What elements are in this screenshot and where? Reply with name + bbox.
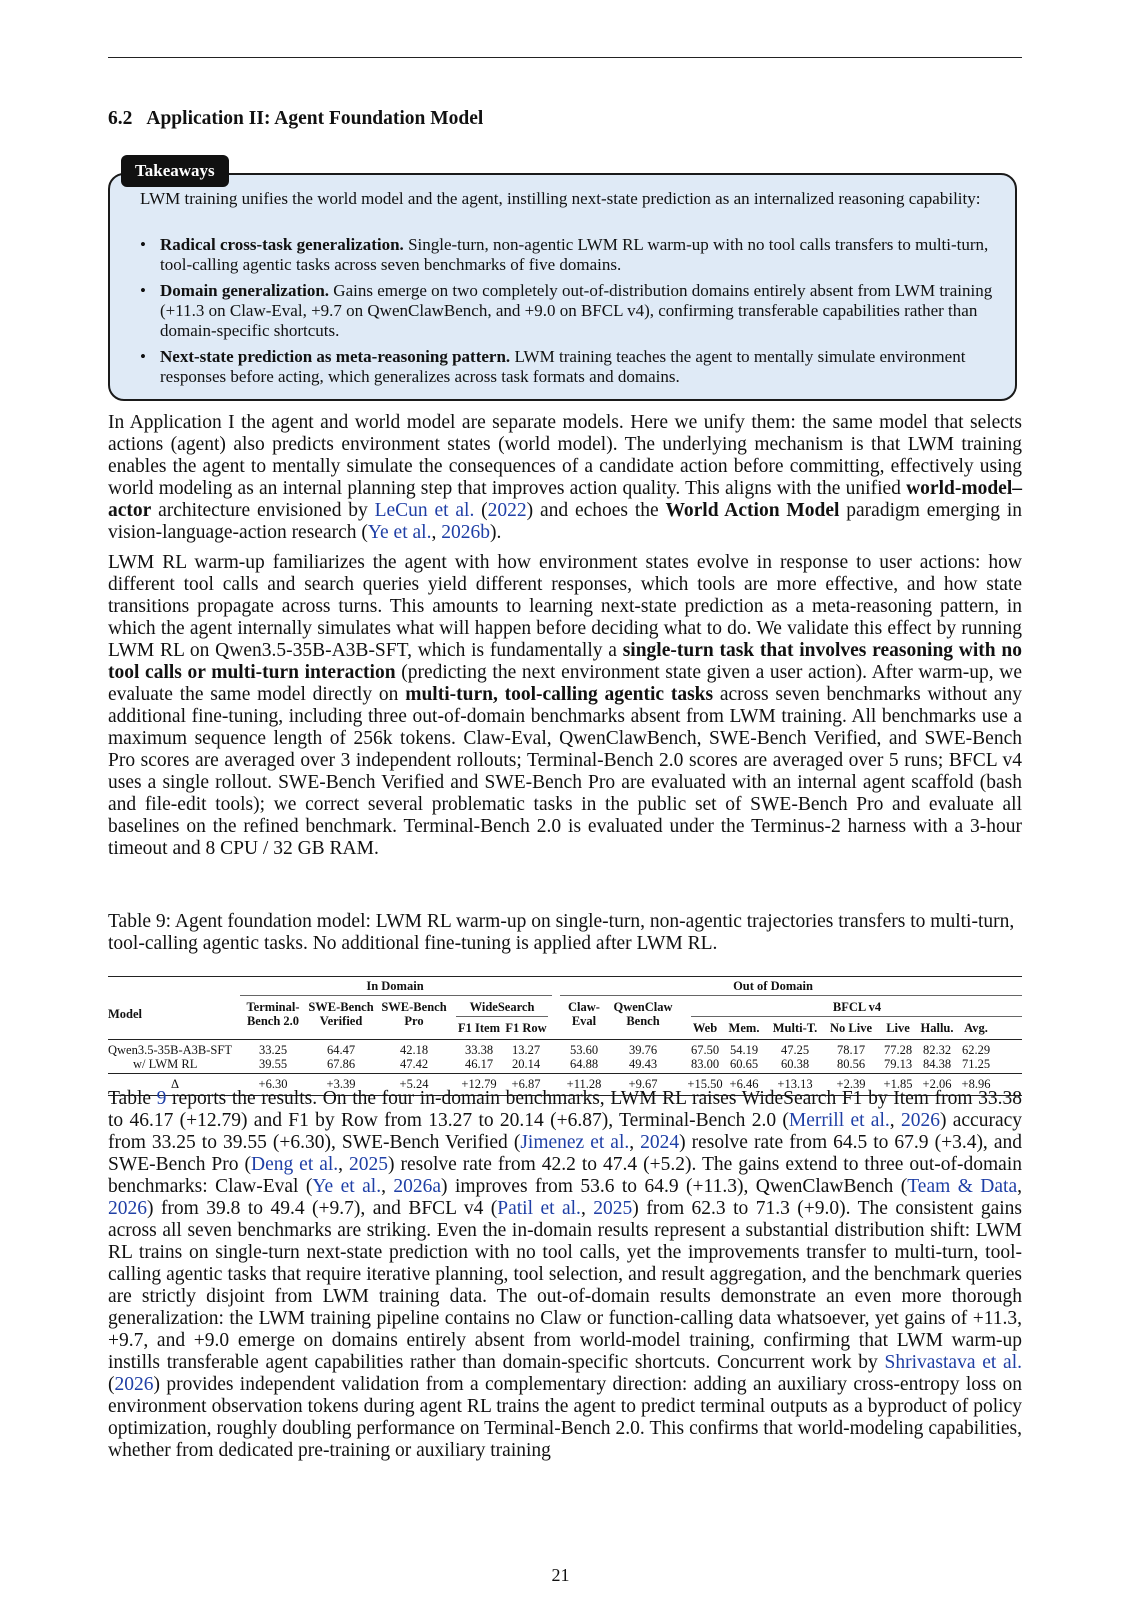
paragraph-2: LWM RL warm-up familiarizes the agent with how environment states evolve in response to user actions: how different tool calls and search queries yield different responses, which tools are more effective, and how state transitions propagate across turns. This amounts to learning next-state prediction as a meta-reasoning pattern, in which the agent internally simulates what will happen before deciding what to do. We validate this effect by running LWM RL on Qwen3.5-35B-A3B-SFT, which is fundamentally a single-turn task that involves reasoning with no tool calls or multi-turn interaction (predicting the next environment state given a user action). After warm-up, we evaluate the same model directly on multi-turn, tool-calling agentic tasks across seven benchmarks without any additional fine-tuning, including three out-of-domain benchmarks absent from LWM training. All benchmarks use a maximum sequence length of 256k tokens. Claw-Eval, QwenClawBench, SWE-Bench Verified, and SWE-Bench Pro scores are averaged over 3 independent rollouts; Terminal-Bench 2.0 scores are averaged over 5 runs; BFCL v4 uses a single rollout. SWE-Bench Verified and SWE-Bench Pro are evaluated with an internal agent scaffold (bash and file-edit tools); we correct several problematic tasks in the public set of SWE-Bench Pro and evaluate all baselines on the refined benchmark. Terminal-Bench 2.0 is evaluated under the Terminus-2 harness with a 3-hour timeout and 8 CPU / 32 GB RAM. bbox=[108, 552, 1022, 859]
table-cell: 84.38 bbox=[922, 1057, 952, 1071]
col-header: Eval bbox=[571, 1014, 597, 1028]
takeaways-tag: Takeaways bbox=[121, 155, 229, 187]
col-header: SWE-Bench bbox=[308, 1000, 374, 1014]
row-model-name: Δ bbox=[170, 1077, 180, 1091]
citation-link[interactable]: Patil et al. bbox=[497, 1198, 581, 1219]
col-header: Avg. bbox=[964, 1021, 988, 1035]
table-cell: 33.38 bbox=[464, 1043, 494, 1057]
citation-link[interactable]: 2026 bbox=[114, 1374, 154, 1395]
citation-link[interactable]: 2025 bbox=[349, 1154, 389, 1175]
citation-link[interactable]: Merrill et al. bbox=[788, 1110, 890, 1131]
takeaway-item: • Next-state prediction as meta-reasoning pattern. LWM training teaches the agent to mentally simulate environment responses before acting, which generalizes across task formats and domains. bbox=[140, 347, 966, 386]
table-cell: 67.50 bbox=[690, 1043, 720, 1057]
table-cell: 67.86 bbox=[326, 1057, 356, 1071]
col-header: No Live bbox=[829, 1021, 873, 1035]
table-caption: Table 9: Agent foundation model: LWM RL warm-up on single-turn, non-agentic trajectories transfers to multi-turn, tool-calling agentic tasks. No additional fine-tuning is applied after LWM RL. bbox=[108, 911, 1015, 954]
col-header: BFCL v4 bbox=[832, 1000, 882, 1014]
citation-link[interactable]: Jimenez et al. bbox=[520, 1132, 630, 1153]
col-header: Multi-T. bbox=[772, 1021, 818, 1035]
col-header: Claw- bbox=[568, 1000, 600, 1014]
table-cell: 42.18 bbox=[399, 1043, 429, 1057]
group-header-out-domain: Out of Domain bbox=[733, 979, 813, 993]
table-cell: +15.50 bbox=[687, 1077, 723, 1091]
table-cell: 78.17 bbox=[836, 1043, 866, 1057]
table-cell: 71.25 bbox=[961, 1057, 991, 1071]
table-cell: 47.42 bbox=[399, 1057, 429, 1071]
page-number: 21 bbox=[551, 1565, 570, 1585]
table-cell: +11.28 bbox=[566, 1077, 602, 1091]
row-model-name: Qwen3.5-35B-A3B-SFT bbox=[108, 1043, 232, 1057]
col-header: Hallu. bbox=[920, 1021, 954, 1035]
col-header: WideSearch bbox=[469, 1000, 535, 1014]
table-cell: +5.24 bbox=[399, 1077, 429, 1091]
col-header-model: Model bbox=[108, 1007, 143, 1021]
table-cell: +6.46 bbox=[729, 1077, 759, 1091]
table-cell: 60.38 bbox=[780, 1057, 810, 1071]
table-cell: +12.79 bbox=[461, 1077, 497, 1091]
table-cell: +9.67 bbox=[628, 1077, 658, 1091]
col-header: SWE-Bench bbox=[381, 1000, 447, 1014]
table-cell: 49.43 bbox=[628, 1057, 658, 1071]
table-cell: 77.28 bbox=[883, 1043, 913, 1057]
col-header: Verified bbox=[319, 1014, 363, 1028]
table-cell: 64.47 bbox=[326, 1043, 356, 1057]
col-header: Bench bbox=[626, 1014, 660, 1028]
citation-link[interactable]: Ye et al. bbox=[312, 1176, 382, 1197]
group-header-in-domain: In Domain bbox=[366, 979, 424, 993]
table-cell: 20.14 bbox=[511, 1057, 541, 1071]
table-cell: +2.39 bbox=[836, 1077, 866, 1091]
table-cell: 33.25 bbox=[258, 1043, 288, 1057]
table-cell: 13.27 bbox=[511, 1043, 541, 1057]
table-cell: 47.25 bbox=[780, 1043, 810, 1057]
row-model-name: w/ LWM RL bbox=[133, 1057, 198, 1071]
takeaway-item: • Domain generalization. Gains emerge on two completely out-of-distribution domains entirely absent from LWM training (+11.3 on Claw-Eval, +9.7 on QwenClawBench, and +9.0 on BFCL v4), confirming transferable capabilities rather than domain-specific shortcuts. bbox=[140, 281, 993, 340]
table-cell: +8.96 bbox=[961, 1077, 991, 1091]
takeaway-item: • Radical cross-task generalization. Single-turn, non-agentic LWM RL warm-up with no tool calls transfers to multi-turn, tool-calling agentic tasks across seven benchmarks of five domains. bbox=[140, 235, 989, 274]
citation-link[interactable]: Team & Data bbox=[907, 1176, 1018, 1197]
col-header: Terminal- bbox=[246, 1000, 300, 1014]
citation-link[interactable]: 2026 bbox=[900, 1110, 940, 1131]
table-cell: +6.30 bbox=[258, 1077, 288, 1091]
col-header: Bench 2.0 bbox=[246, 1014, 300, 1028]
table-cell: 53.60 bbox=[569, 1043, 599, 1057]
col-header: Pro bbox=[404, 1014, 424, 1028]
section-heading: 6.2 Application II: Agent Foundation Model bbox=[108, 108, 484, 129]
takeaways-list bbox=[140, 235, 1000, 393]
table-cell: 39.55 bbox=[258, 1057, 288, 1071]
table-cell: 83.00 bbox=[690, 1057, 720, 1071]
citation-link[interactable]: 2022 bbox=[487, 500, 527, 521]
table-cell: 60.65 bbox=[729, 1057, 759, 1071]
citation-link[interactable]: 2024 bbox=[640, 1132, 680, 1153]
header-rule bbox=[108, 57, 1022, 58]
col-header: F1 Item bbox=[458, 1021, 500, 1035]
table-cell: +6.87 bbox=[511, 1077, 541, 1091]
table-cell: +1.85 bbox=[883, 1077, 913, 1091]
table-cell: 82.32 bbox=[922, 1043, 952, 1057]
citation-link[interactable]: Shrivastava et al. bbox=[884, 1352, 1023, 1373]
citation-link[interactable]: Deng et al. bbox=[250, 1154, 339, 1175]
table-cell: +2.06 bbox=[922, 1077, 952, 1091]
table-cell: 54.19 bbox=[729, 1043, 759, 1057]
paragraph-1: In Application I the agent and world model are separate models. Here we unify them: the same model that selects actions (agent) also predicts environment states (world model). The underlying mechanism is that LWM training enables the agent to mentally simulate the consequences of a candidate action before committing, effectively using world modeling as an internal planning step that improves action quality. This aligns with the unified world-model–actor architecture envisioned by LeCun et al. (2022) and echoes the World Action Model paradigm emerging in vision-language-action research (Ye et al., 2026b). bbox=[108, 412, 1023, 543]
table-cell: 46.17 bbox=[464, 1057, 494, 1071]
citation-link[interactable]: Ye et al. bbox=[367, 522, 432, 543]
citation-link[interactable]: 2026b bbox=[441, 522, 490, 543]
table-ref-link[interactable]: 9 bbox=[156, 1088, 167, 1109]
col-header: Mem. bbox=[728, 1021, 760, 1035]
citation-link[interactable]: 2025 bbox=[593, 1198, 633, 1219]
citation-link[interactable]: 2026 bbox=[108, 1198, 147, 1219]
citation-link[interactable]: LeCun et al. bbox=[374, 500, 475, 521]
table-cell: 80.56 bbox=[836, 1057, 866, 1071]
col-header: QwenClaw bbox=[613, 1000, 673, 1014]
table-cell: 62.29 bbox=[961, 1043, 991, 1057]
table-cell: 64.88 bbox=[569, 1057, 599, 1071]
col-header: Web bbox=[692, 1021, 718, 1035]
takeaways-intro: LWM training unifies the world model and the agent, instilling next-state prediction as an internalized reasoning capability: bbox=[140, 189, 981, 208]
table-cell: 79.13 bbox=[883, 1057, 913, 1071]
table-cell: +13.13 bbox=[777, 1077, 813, 1091]
table-cell: +3.39 bbox=[326, 1077, 356, 1091]
table-cell: 39.76 bbox=[628, 1043, 658, 1057]
paragraph-3: Table 9 reports the results. On the four in-domain benchmarks, LWM RL raises WideSearch F1 by Item from 33.38 to 46.17 (+12.79) and F1 by Row from 13.27 to 20.14 (+6.87), Terminal-Bench 2.0 (Merrill et al., 2026) accuracy from 33.25 to 39.55 (+6.30), SWE-Bench Verified (Jimenez et al., 2024) resolve rate from 64.5 to 67.9 (+3.4), and SWE-Bench Pro (Deng et al., 2025) resolve rate from 42.2 to 47.4 (+5.2). The gains extend to three out-of-domain benchmarks: Claw-Eval (Ye et al., 2026a) improves from 53.6 to 64.9 (+11.3), QwenClawBench (Team & Data, 2026) from 39.8 to 49.4 (+9.7), and BFCL v4 (Patil et al., 2025) from 62.3 to 71.3 (+9.0). The consistent gains across all seven benchmarks are striking. Even the in-domain results represent a substantial distribution shift: LWM RL trains on single-turn next-state prediction with no tool calls, yet the improvements transfer to multi-turn, tool-calling agentic tasks that require iterative planning, tool selection, and result aggregation, and the benchmark queries are strictly disjoint from LWM training data. The out-of-domain results demonstrate an even more thorough generalization: the LWM training pipeline contains no Claw or function-calling data whatsoever, yet gains of +11.3, +9.7, and +9.0 emerge on domains entirely absent from world-model training, confirming that LWM warm-up instills transferable agent capabilities rather than domain-specific shortcuts. Concurrent work by Shrivastava et al. (2026) provides independent validation from a complementary direction: adding an auxiliary cross-entropy loss on environment observation tokens during agent RL trains the agent to predict terminal outputs as a byproduct of policy optimization, roughly doubling performance on Terminal-Bench 2.0. This confirms that world-modeling capabilities, whether from dedicated pre-training or auxiliary training bbox=[108, 1088, 1023, 1461]
col-header: Live bbox=[886, 1021, 910, 1035]
citation-link[interactable]: 2026a bbox=[393, 1176, 442, 1197]
col-header: F1 Row bbox=[505, 1021, 547, 1035]
